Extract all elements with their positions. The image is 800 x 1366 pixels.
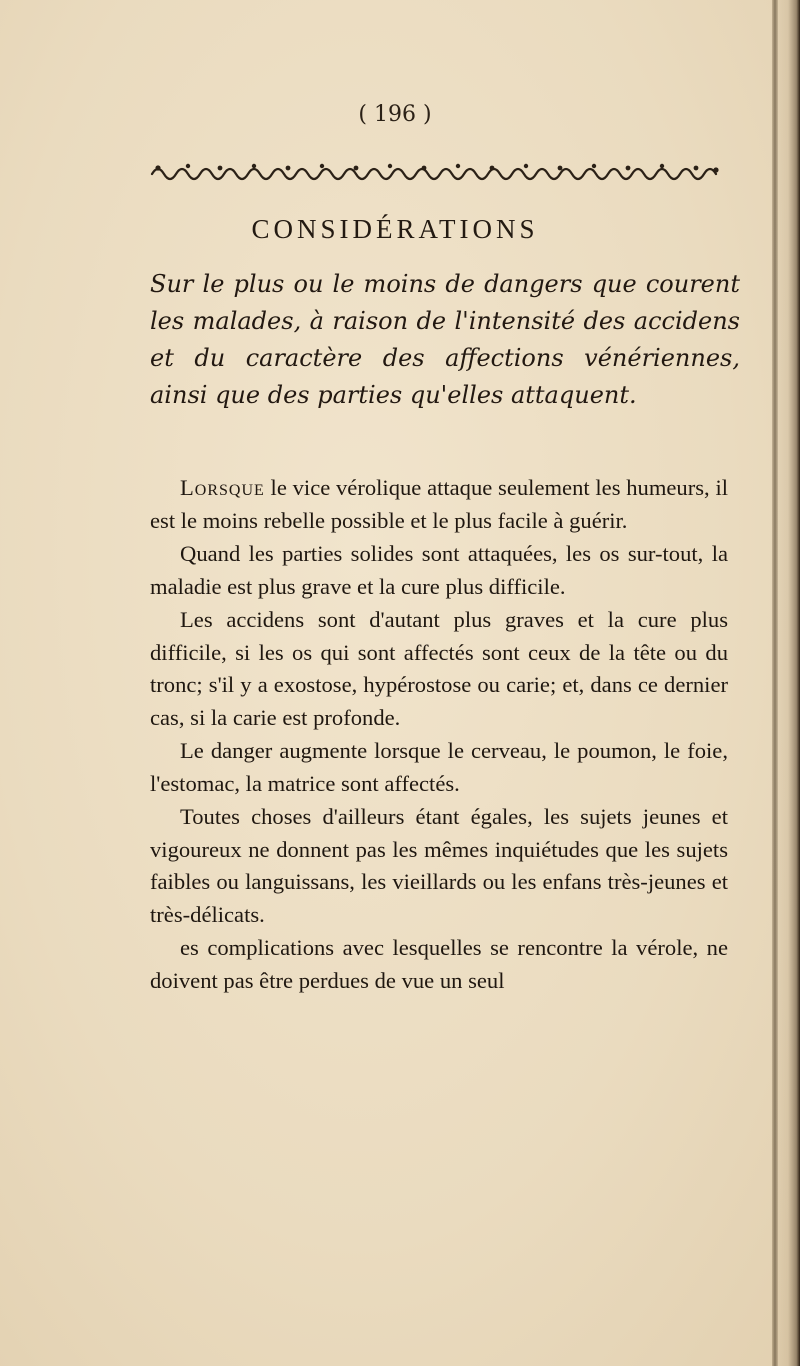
paragraph-3 <box>150 604 728 734</box>
paragraph-lead: Lorsque <box>180 475 265 500</box>
paragraph-5 <box>150 801 728 931</box>
paragraph-1 <box>150 472 728 537</box>
paragraph-4 <box>150 735 728 800</box>
paragraph-text: Quand les parties solides sont attaquées, les os sur-tout, la maladie est plus grave et la cure plus difficile. <box>150 541 728 599</box>
paragraph-6 <box>150 932 728 997</box>
page-edge-shadow <box>770 0 800 1366</box>
paragraph-text: Toutes choses d'ailleurs étant égales, les sujets jeunes et vigoureux ne donnent pas les mêmes inquiétudes que les sujets faibles ou languissans, les vieillards ou les enfans très-jeunes et très-délicats. <box>150 804 728 927</box>
page-number: ( 196 ) <box>358 102 432 127</box>
paragraph-text: Le danger augmente lorsque le cerveau, le poumon, le foie, l'estomac, la matrice sont affectés. <box>150 738 728 796</box>
section-heading: CONSIDÉRATIONS <box>251 214 539 244</box>
paragraph-2 <box>150 538 728 603</box>
paragraph-text: es complications avec lesquelles se rencontre la vérole, ne doivent pas être perdues de vue un seul <box>150 935 728 993</box>
paragraph-text: le vice vérolique attaque seulement les humeurs, il est le moins rebelle possible et le plus facile à guérir. <box>150 475 728 533</box>
decorative-ornament-rule <box>150 160 722 182</box>
paragraph-text: Les accidens sont d'autant plus graves et la cure plus difficile, si les os qui sont affectés sont ceux de la tête ou du tronc; s'il y a exostose, hypérostose ou carie; et, dans ce dernier cas, si la carie est profonde. <box>150 607 728 730</box>
body-text <box>150 472 728 998</box>
section-subtitle: Sur le plus ou le moins de dangers que courent les malades, à raison de l'intensité des accidens et du caractère des affections vénériennes, ainsi que des parties qu'elles attaquent. <box>150 270 740 409</box>
